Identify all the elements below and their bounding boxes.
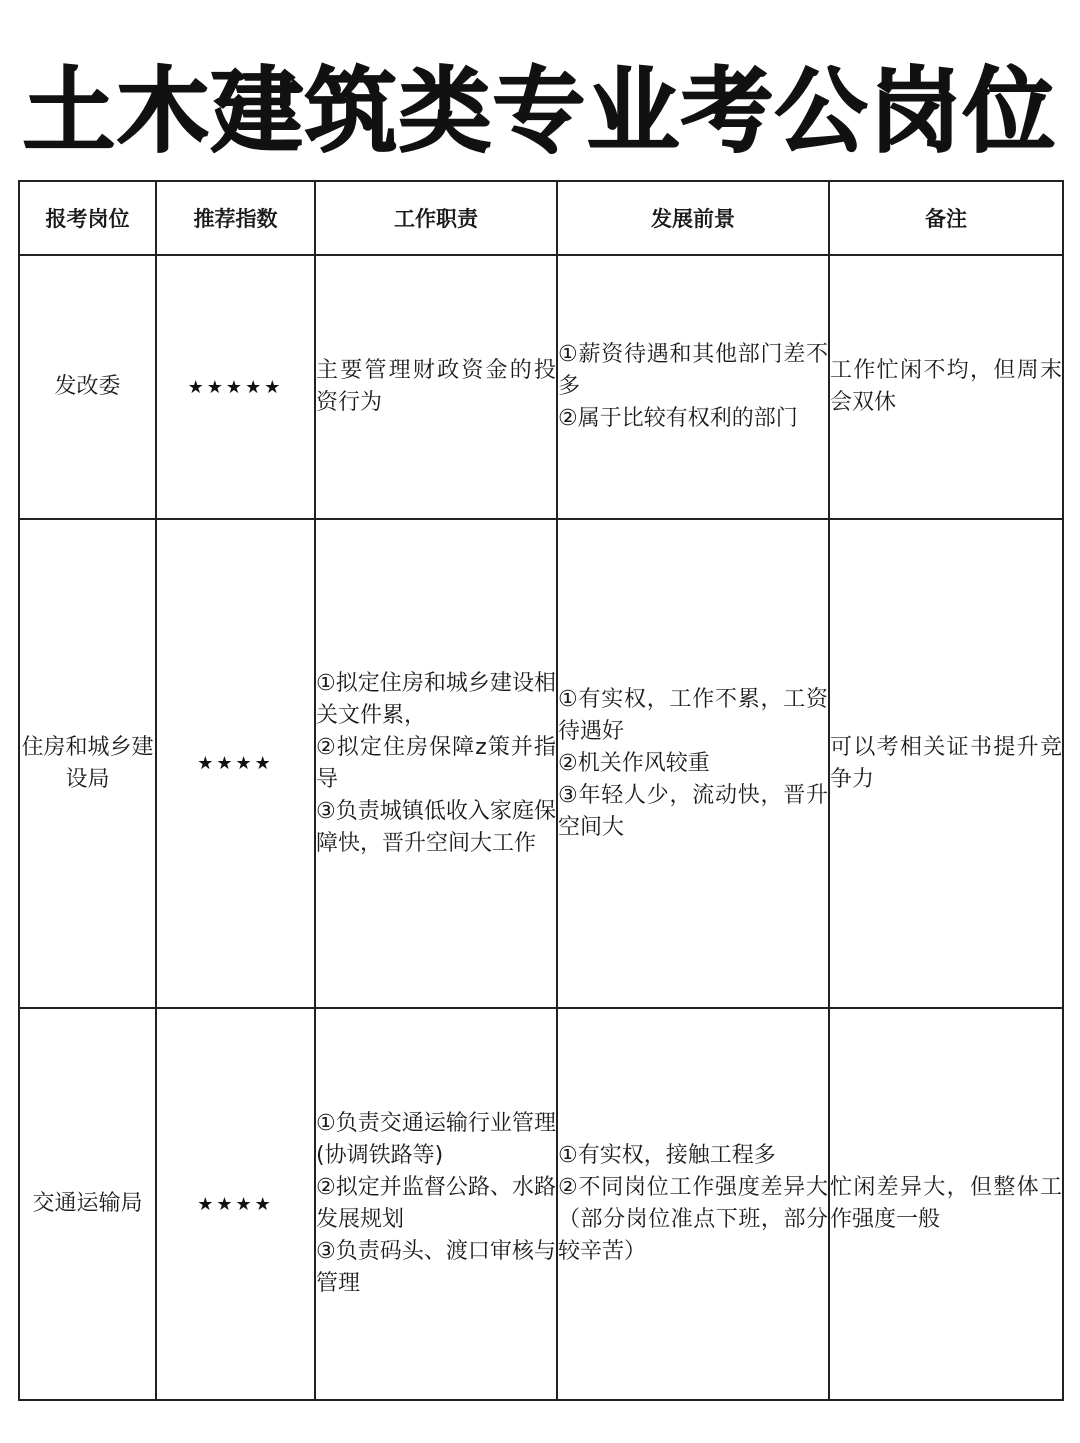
duty-cell: ①负责交通运输行业管理(协调铁路等) ②拟定并监督公路、水路发展规划 ③负责码头、渡口审核与管理 bbox=[315, 1008, 557, 1400]
note-cell: 工作忙闲不均，但周末会双休 bbox=[829, 255, 1063, 519]
post-cell: 交通运输局 bbox=[19, 1008, 156, 1400]
posts-table bbox=[18, 180, 1064, 1401]
header-duty: 工作职责 bbox=[315, 181, 557, 255]
post-cell: 住房和城乡建设局 bbox=[19, 519, 156, 1008]
prospect-cell: ①薪资待遇和其他部门差不多 ②属于比较有权利的部门 bbox=[557, 255, 829, 519]
header-rating: 推荐指数 bbox=[156, 181, 315, 255]
table-row bbox=[19, 1008, 1063, 1400]
post-cell: 发改委 bbox=[19, 255, 156, 519]
rating-stars: ★★★★★ bbox=[156, 255, 315, 519]
duty-cell: 主要管理财政资金的投资行为 bbox=[315, 255, 557, 519]
rating-stars: ★★★★ bbox=[156, 1008, 315, 1400]
note-cell: 忙闲差异大，但整体工作强度一般 bbox=[829, 1008, 1063, 1400]
table-row bbox=[19, 519, 1063, 1008]
table-header-row bbox=[19, 181, 1063, 255]
prospect-cell: ①有实权，接触工程多 ②不同岗位工作强度差异大（部分岗位准点下班，部分较辛苦） bbox=[557, 1008, 829, 1400]
page-title: 土木建筑类专业考公岗位 bbox=[22, 58, 1057, 165]
rating-stars: ★★★★ bbox=[156, 519, 315, 1008]
note-cell: 可以考相关证书提升竞争力 bbox=[829, 519, 1063, 1008]
duty-cell: ①拟定住房和城乡建设相关文件累， ②拟定住房保障z策并指导 ③负责城镇低收入家庭保障快，晋升空间大工作 bbox=[315, 519, 557, 1008]
header-post: 报考岗位 bbox=[19, 181, 156, 255]
header-prospect: 发展前景 bbox=[557, 181, 829, 255]
table-row bbox=[19, 255, 1063, 519]
header-note: 备注 bbox=[829, 181, 1063, 255]
prospect-cell: ①有实权，工作不累，工资待遇好 ②机关作风较重 ③年轻人少，流动快，晋升空间大 bbox=[557, 519, 829, 1008]
